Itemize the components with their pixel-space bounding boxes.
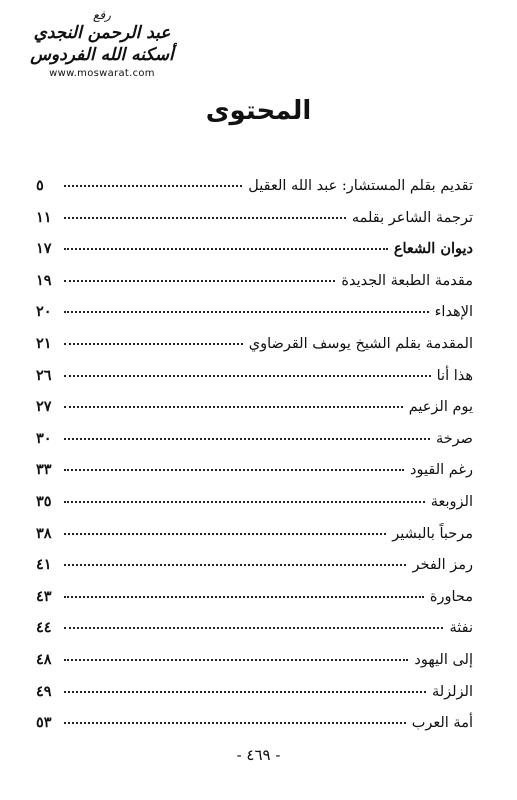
toc-entry-title: يوم الزعيم	[408, 399, 473, 416]
page-title: المحتوى	[205, 96, 312, 126]
toc-entry	[36, 398, 473, 430]
toc-entry-title: ترجمة الشاعر بقلمه	[351, 209, 473, 226]
page-number: - ٤٦٩ -	[236, 746, 281, 764]
toc-entry-page: ٤٣	[36, 587, 52, 605]
toc-entry-page: ٤٨	[36, 650, 52, 668]
dot-leader	[64, 311, 429, 313]
dot-leader	[64, 375, 431, 377]
toc-entry-title: رغم القيود	[410, 462, 473, 479]
toc-entry-title: الزوبعة	[430, 493, 473, 510]
dot-leader	[64, 185, 242, 187]
toc-entry-page: ٢٠	[36, 303, 52, 321]
toc-entry	[36, 367, 473, 399]
toc-entry-title: مرحباً بالبشير	[392, 525, 473, 542]
toc-entry-page: ١٧	[36, 240, 52, 258]
toc-entry	[36, 525, 473, 557]
toc-entry	[36, 556, 473, 588]
toc-entry	[36, 493, 473, 525]
dot-leader	[64, 722, 406, 724]
toc-entry	[36, 335, 473, 367]
stamp-line-3: أسكنه الله الفردوس	[30, 45, 174, 65]
toc-entry-page: ٢١	[36, 334, 52, 352]
dot-leader	[64, 533, 386, 535]
toc-entry	[36, 714, 473, 746]
toc-entry	[36, 272, 473, 304]
dot-leader	[64, 217, 346, 219]
toc-entry-title: صرخة	[435, 430, 473, 447]
toc-entry-page: ٤٩	[36, 682, 52, 700]
dot-leader	[64, 564, 406, 566]
toc-entry-page: ٤١	[36, 556, 52, 574]
dot-leader	[64, 469, 404, 471]
toc-entry	[36, 209, 473, 241]
toc-entry-title: تقديم بقلم المستشار: عبد الله العقيل	[248, 178, 473, 194]
table-of-contents	[36, 177, 473, 746]
dot-leader	[64, 501, 425, 503]
toc-entry	[36, 303, 473, 335]
stamp-line-1: رفع	[93, 8, 111, 22]
toc-entry-page: ٥	[36, 177, 44, 194]
toc-entry-page: ٥٣	[36, 714, 52, 732]
toc-entry-title: نفثة	[449, 620, 473, 637]
toc-entry-title: الإهداء	[434, 304, 473, 321]
toc-entry	[36, 588, 473, 620]
toc-entry-page: ١٩	[36, 271, 52, 289]
toc-entry	[36, 430, 473, 462]
dot-leader	[64, 343, 243, 345]
dot-leader	[64, 248, 388, 250]
toc-entry-page: ٣٣	[36, 461, 52, 479]
toc-entry-title: أمة العرب	[411, 715, 473, 732]
dot-leader	[64, 627, 443, 629]
toc-entry-page: ٣٥	[36, 492, 52, 510]
toc-entry-title: إلى اليهود	[414, 651, 473, 668]
toc-entry-title: ديوان الشعاع	[393, 240, 473, 258]
toc-entry-page: ٣٨	[36, 524, 52, 542]
toc-entry-page: ٢٧	[36, 398, 52, 416]
watermark-stamp	[22, 8, 182, 94]
toc-entry-title: المقدمة بقلم الشيخ يوسف القرضاوي	[248, 335, 473, 352]
toc-entry	[36, 683, 473, 715]
toc-entry-title: رمز الفخر	[412, 557, 473, 574]
stamp-url: www.moswarat.com	[49, 68, 155, 79]
toc-entry	[36, 651, 473, 683]
toc-entry-page: ٤٤	[36, 619, 52, 637]
toc-entry-page: ٢٦	[36, 366, 52, 384]
toc-entry-page: ١١	[36, 208, 52, 226]
stamp-line-2: عبد الرحمن النجدي	[33, 23, 171, 43]
toc-entry-title: محاورة	[429, 588, 473, 605]
dot-leader	[64, 406, 403, 408]
dot-leader	[64, 438, 430, 440]
toc-entry-page: ٣٠	[36, 429, 52, 447]
toc-entry-title: هذا أنا	[436, 367, 473, 384]
toc-entry	[36, 240, 473, 272]
toc-entry	[36, 619, 473, 651]
dot-leader	[64, 691, 426, 693]
dot-leader	[64, 596, 424, 598]
toc-entry	[36, 461, 473, 493]
toc-entry-title: الزلزلة	[431, 683, 473, 700]
toc-entry-title: مقدمة الطبعة الجديدة	[341, 272, 473, 289]
toc-entry	[36, 177, 473, 209]
dot-leader	[64, 659, 408, 661]
dot-leader	[64, 280, 335, 282]
